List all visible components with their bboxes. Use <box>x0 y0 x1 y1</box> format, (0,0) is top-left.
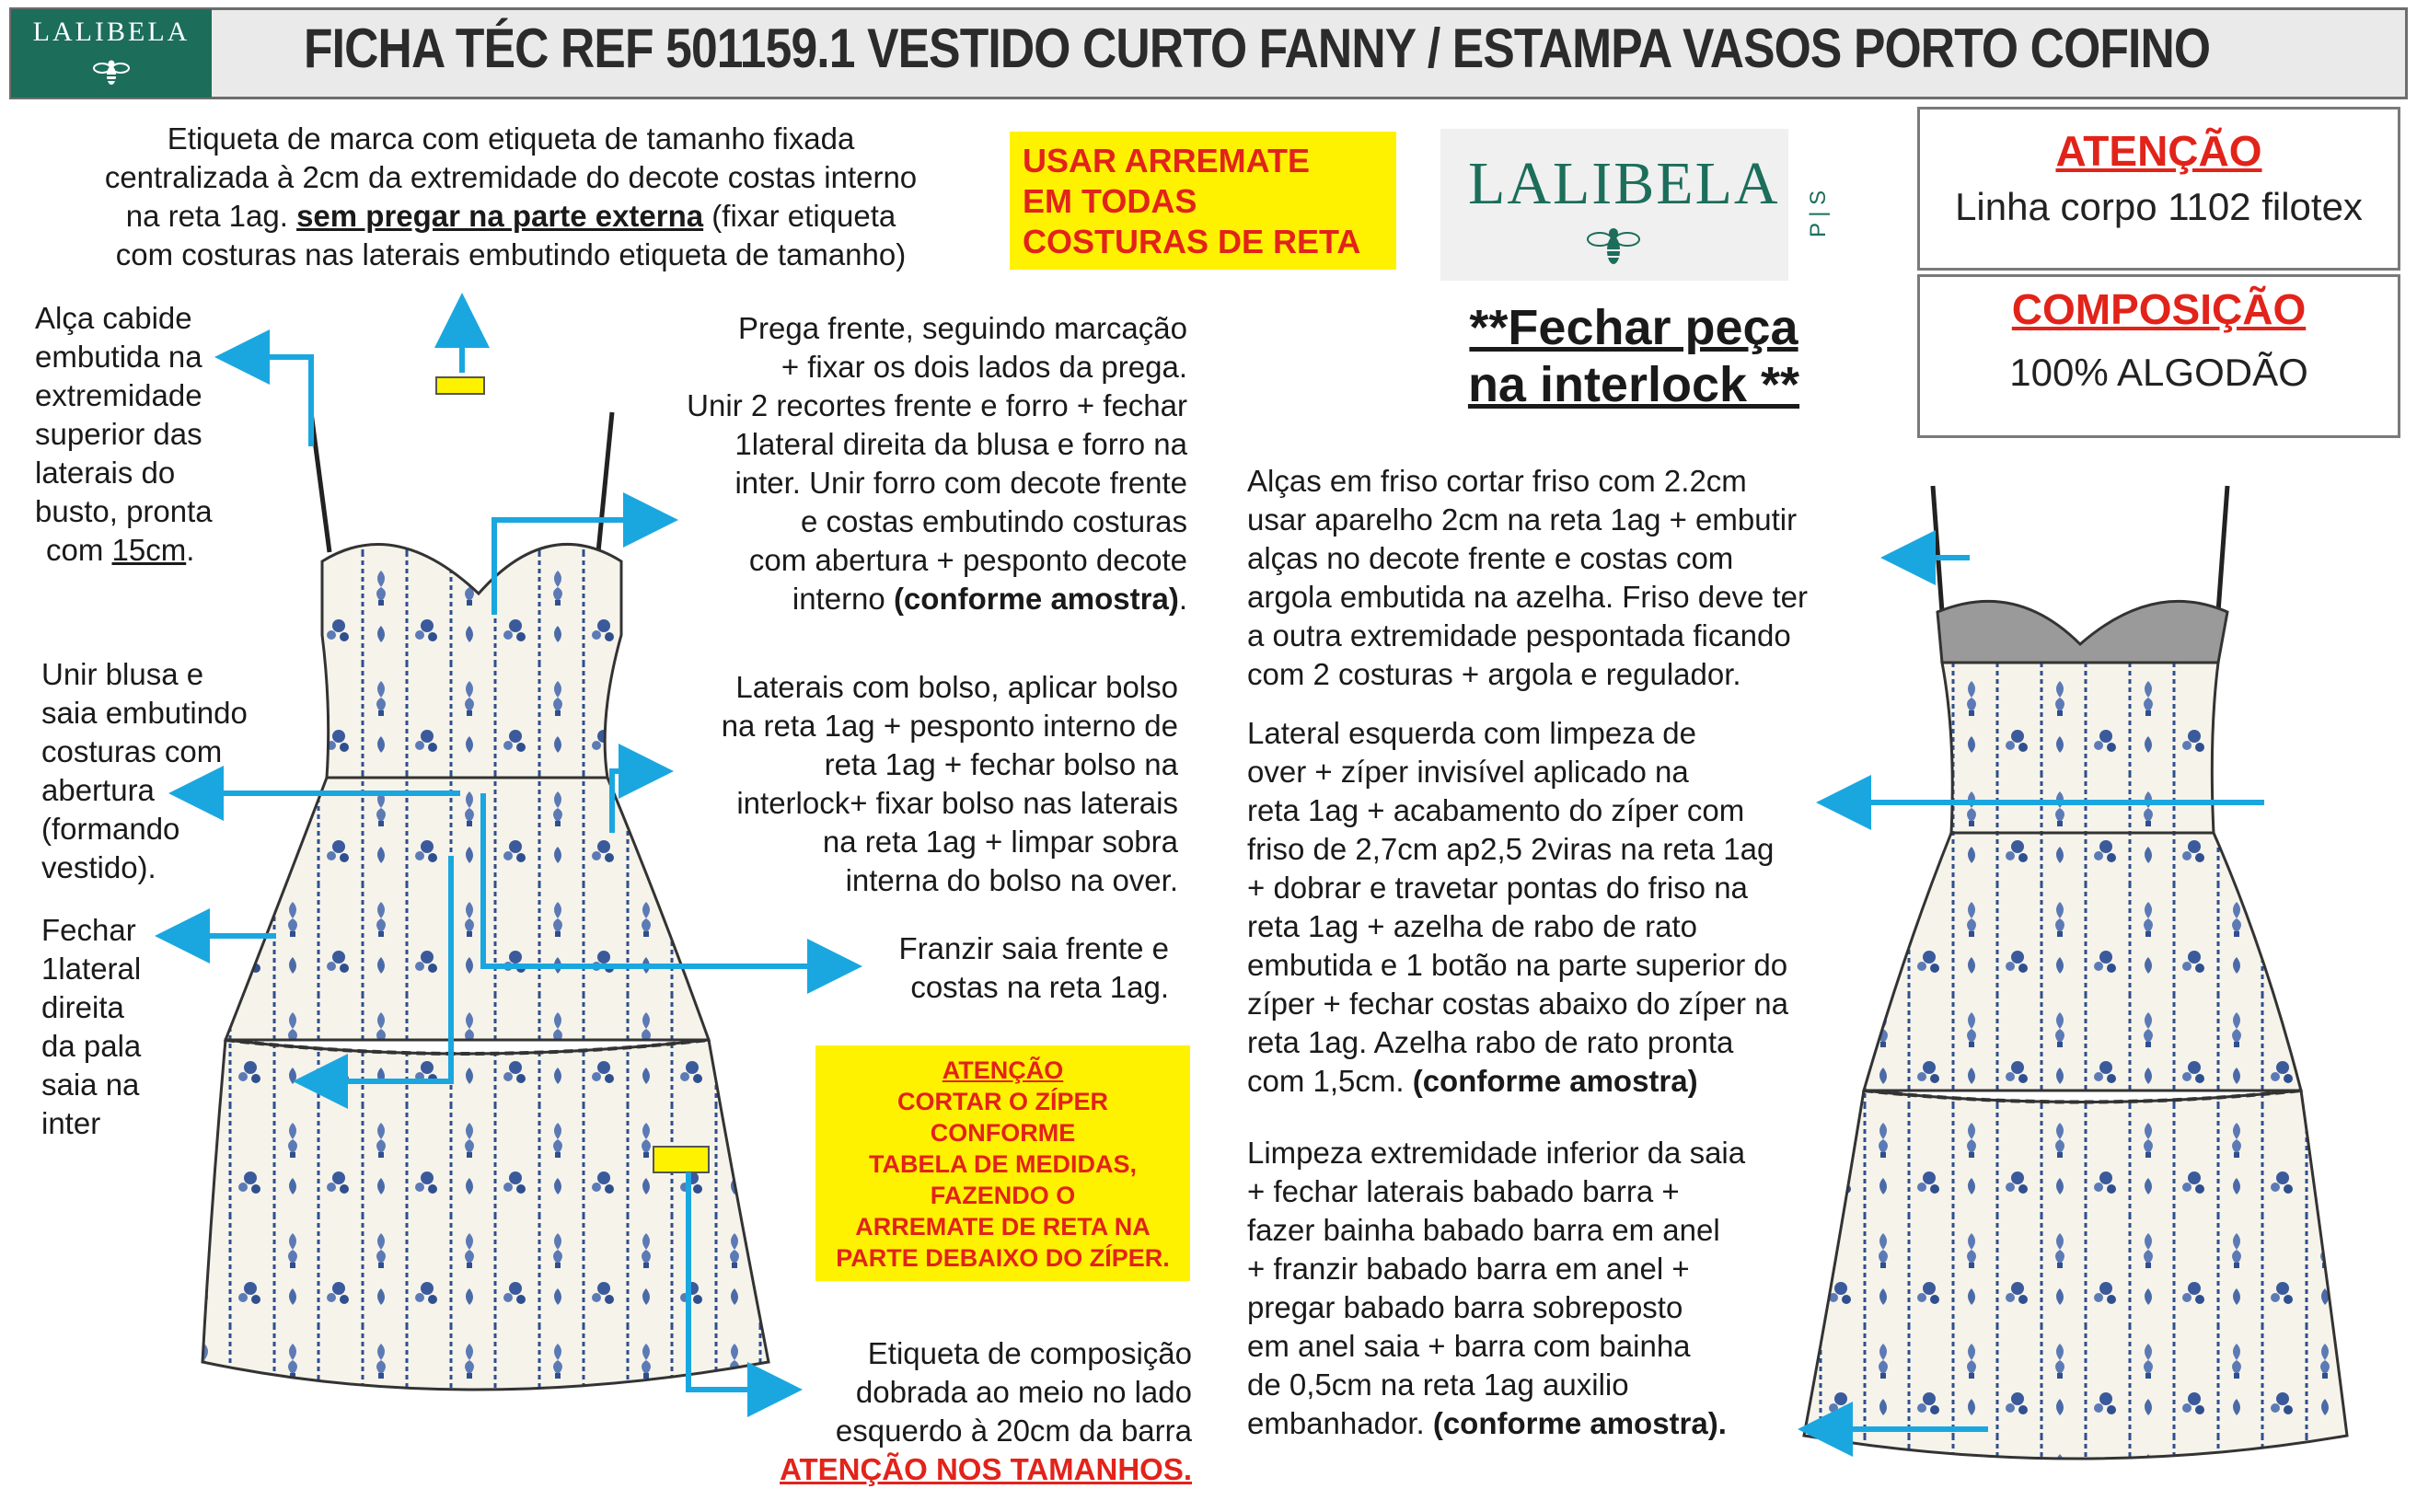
brand-logo-word: LALIBELA <box>1468 150 1780 217</box>
back-strap-left <box>1933 486 1942 612</box>
brand-logo-suffix: P | S <box>1806 190 1831 237</box>
page-title: FICHA TÉC REF 501159.1 VESTIDO CURTO FANNY / ESTAMPA VASOS PORTO COFINO <box>304 17 2211 79</box>
composition-text: 100% ALGODÃO <box>2009 351 2308 394</box>
note-join-bodice-skirt: Unir blusa e saia embutindo costuras com abertura (formando vestido). <box>41 657 248 884</box>
note-back-straps: Alças em friso cortar friso com 2.2cm usar aparelho 2cm na reta 1ag + embutir alças no decote frente e costas com argola embutida na azelha. Friso deve ter a outra extremidade pespontada ficando com 2 costuras + argola e regulador. <box>1247 464 1809 691</box>
note-brand-label: Etiqueta de marca com etiqueta de tamanho fixada centralizada à 2cm da extremidade do decote costas interno na reta 1ag. sem pregar na parte externa (fixar etiqueta com costuras nas laterais embutindo etiqueta de tamanho) <box>104 121 918 271</box>
note-zipper: Lateral esquerda com limpeza de over + zíper invisível aplicado na reta 1ag + acabamento do zíper com friso de 2,7cm ap2,5 2viras na reta 1ag + dobrar e travetar pontas do friso na reta 1ag + azelha de rabo de rato embutida e 1 botão na parte superior do zíper + fechar costas abaixo do zíper na reta 1ag. Azelha rabo de rato pronta com 1,5cm. (conforme amostra) <box>1247 716 1788 1098</box>
back-strap-right <box>2218 486 2227 612</box>
brand-logo <box>1440 129 1788 281</box>
front-ruffle-hem <box>202 1040 769 1390</box>
note-front-pleat: Prega frente, seguindo marcação + fixar os dois lados da prega. Unir 2 recortes frente e forro + fechar 1lateral direita da blusa e forro na inter. Unir forro com decote frente e costas embutindo costuras com abertura + pesponto decote interno (conforme amostra). <box>687 311 1187 616</box>
attention-box <box>1917 107 2400 271</box>
attention-heading: ATENÇÃO <box>2055 127 2262 175</box>
header-logo-word: LALIBELA <box>32 17 191 47</box>
note-close-interlock: **Fechar peça na interlock ** <box>1467 300 1800 412</box>
bee-icon <box>1586 221 1641 271</box>
composition-heading: COMPOSIÇÃO <box>2011 285 2307 333</box>
composition-box <box>1917 274 2400 438</box>
brand-label-marker <box>436 377 484 394</box>
composition-label-marker <box>653 1147 709 1172</box>
note-arremate-box: USAR ARREMATE EM TODAS COSTURAS DE RETA <box>1010 132 1396 270</box>
back-skirt <box>1864 833 2301 1091</box>
note-skirt-yoke: Fechar 1lateral direita da pala saia na inter <box>41 913 142 1140</box>
back-bodice <box>1942 663 2218 833</box>
back-lining-view <box>1937 601 2227 663</box>
note-composition-label: Etiqueta de composição dobrada ao meio no lado esquerdo à 20cm da barra ATENÇÃO NOS TAMANHOS. <box>780 1336 1192 1486</box>
note-zipper-warning-box: ATENÇÃO CORTAR O ZÍPER CONFORME TABELA DE MEDIDAS, FAZENDO O ARREMATE DE RETA NA PARTE DEBAIXO DO ZÍPER. <box>815 1045 1190 1281</box>
attention-text: Linha corpo 1102 filotex <box>1955 185 2363 228</box>
front-bodice <box>322 544 621 778</box>
note-gather-skirt: Franzir saia frente e costas na reta 1ag. <box>898 931 1169 1004</box>
note-side-pocket: Laterais com bolso, aplicar bolso na reta 1ag + pesponto interno de reta 1ag + fechar bolso na interlock+ fixar bolso nas laterais na reta 1ag + limpar sobra interna do bolso na over. <box>721 670 1178 897</box>
note-hanger-loop: Alça cabide embutida na extremidade superior das laterais do busto, pronta com 15cm. <box>35 301 213 567</box>
note-hem: Limpeza extremidade inferior da saia + fechar laterais babado barra + fazer bainha babado barra em anel + franzir babado barra em anel + pregar babado barra sobreposto em anel saia + barra com bainha de 0,5cm na reta 1ag auxilio embanhador. (conforme amostra). <box>1247 1136 1746 1440</box>
